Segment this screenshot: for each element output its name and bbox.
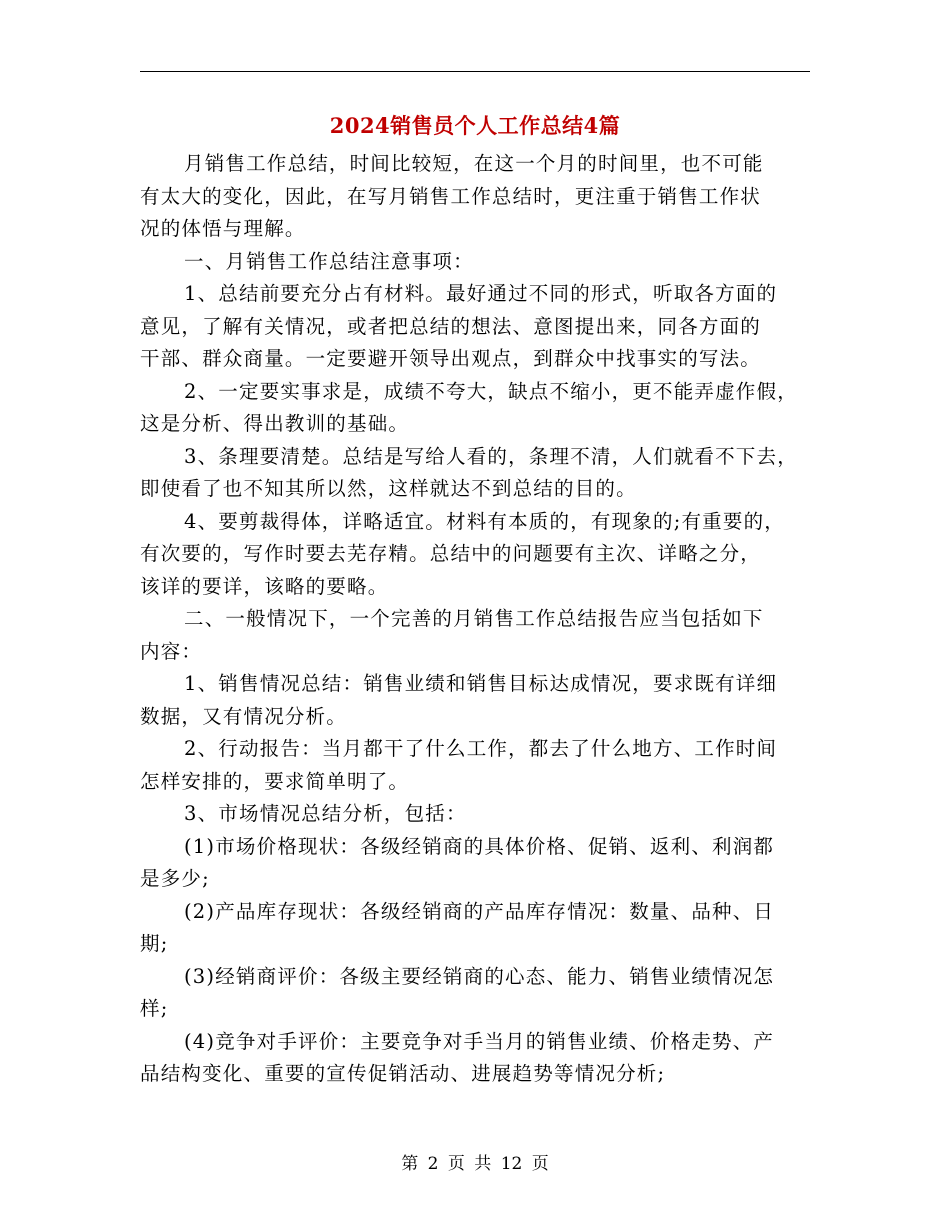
text-line: 样;	[140, 997, 169, 1020]
text-line: 1、总结前要充分占有材料。最好通过不同的形式，听取各方面的	[184, 282, 778, 305]
paragraph	[140, 896, 818, 961]
text-line: 干部、群众商量。一定要避开领导出观点，到群众中找事实的写法。	[140, 347, 762, 370]
text-line: (2)产品库存现状：各级经销商的产品库存情况：数量、品种、日	[184, 899, 775, 923]
text-line: 1、销售情况总结：销售业绩和销售目标达成情况，要求既有详细	[184, 672, 778, 695]
text-line: 况的体悟与理解。	[140, 217, 306, 240]
text-line: 数据，又有情况分析。	[140, 704, 348, 728]
text-line: 月销售工作总结，时间比较短，在这一个月的时间里，也不可能	[184, 152, 764, 175]
paragraph	[140, 376, 818, 441]
section-heading	[140, 603, 818, 668]
document-title: 2024销售员个人工作总结4篇	[329, 113, 621, 138]
header-rule	[140, 71, 810, 72]
document-body	[140, 148, 818, 1091]
text-line: 有太大的变化，因此，在写月销售工作总结时，更注重于销售工作状	[140, 184, 762, 208]
paragraph	[140, 278, 818, 376]
text-line: 4、要剪裁得体，详略适宜。材料有本质的，有现象的;有重要的，	[184, 509, 785, 533]
text-line: 二、一般情况下，一个完善的月销售工作总结报告应当包括如下	[184, 607, 764, 630]
text-line: (1)市场价格现状：各级经销商的具体价格、促销、返利、利润都	[184, 834, 775, 858]
paragraph	[140, 831, 818, 896]
text-line: 一、月销售工作总结注意事项：	[184, 249, 474, 273]
text-line: 有次要的，写作时要去芜存精。总结中的问题要有主次、详略之分，	[140, 542, 762, 565]
section-heading	[140, 246, 818, 279]
text-line: (3)经销商评价：各级主要经销商的心态、能力、销售业绩情况怎	[184, 964, 775, 988]
text-line: 2、一定要实事求是，成绩不夸大，缺点不缩小，更不能弄虚作假，	[184, 379, 798, 403]
paragraph	[140, 1026, 818, 1091]
text-line: 2、行动报告：当月都干了什么工作，都去了什么地方、工作时间	[184, 737, 778, 760]
text-line: 是多少;	[140, 867, 210, 890]
text-line: 意见，了解有关情况，或者把总结的想法、意图提出来，同各方面的	[140, 314, 762, 338]
text-line: 3、市场情况总结分析，包括：	[184, 802, 467, 825]
text-line: 内容：	[140, 639, 203, 663]
text-line: (4)竞争对手评价：主要竞争对手当月的销售业绩、价格走势、产	[184, 1029, 775, 1053]
text-line: 品结构变化、重要的宣传促销活动、进展趋势等情况分析;	[140, 1062, 666, 1085]
text-line: 怎样安排的，要求简单明了。	[140, 769, 410, 793]
page-footer: 第 2 页 共 12 页	[401, 1154, 549, 1174]
paragraph	[140, 798, 818, 831]
text-line: 即使看了也不知其所以然，这样就达不到总结的目的。	[140, 477, 637, 500]
text-line: 这是分析、得出教训的基础。	[140, 412, 410, 435]
paragraph	[140, 668, 818, 733]
paragraph	[140, 961, 818, 1026]
text-line: 该详的要详，该略的要略。	[140, 574, 389, 598]
paragraph	[140, 148, 818, 246]
text-line: 3、条理要清楚。总结是写给人看的，条理不清，人们就看不下去，	[184, 444, 798, 468]
paragraph	[140, 506, 818, 604]
text-line: 期;	[140, 932, 169, 955]
paragraph	[140, 441, 818, 506]
paragraph	[140, 733, 818, 798]
